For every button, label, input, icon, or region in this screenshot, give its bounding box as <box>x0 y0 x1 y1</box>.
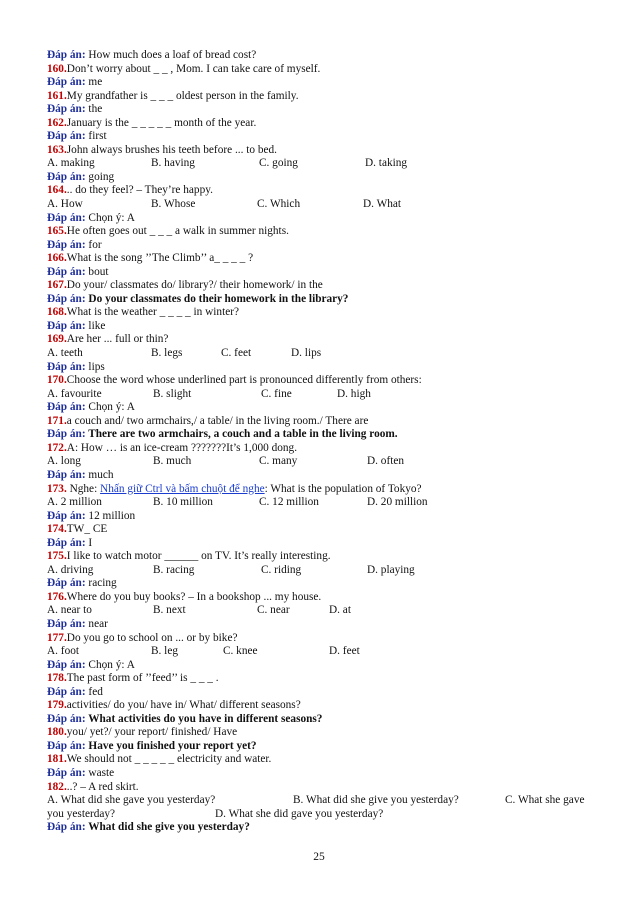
answer-label: Đáp án: <box>47 401 86 414</box>
answer-option: B. leg <box>151 645 178 658</box>
question-line <box>47 550 595 564</box>
listen-prefix: Nghe: <box>66 482 101 495</box>
answer-option: B. Whose <box>151 198 196 211</box>
page-number: 25 <box>313 851 325 863</box>
answer-line <box>47 767 595 781</box>
answer-text: Chọn ý: A <box>85 401 135 414</box>
answer-line <box>47 103 595 117</box>
question-text: What is the song ’’The Climb’’ a_ _ _ _ ? <box>66 252 254 265</box>
question-text: January is the _ _ _ _ _ month of the year. <box>66 116 257 129</box>
answer-text: racing <box>85 577 117 590</box>
question-text: activities/ do you/ have in/ What/ different seasons? <box>66 699 301 712</box>
options-row <box>47 794 595 808</box>
answer-line <box>47 659 595 673</box>
answer-text: Do your classmates do their homework in the library? <box>85 292 349 305</box>
answer-text: How much does a loaf of bread cost? <box>85 49 257 61</box>
question-number: 166. <box>47 252 67 265</box>
question-text: John always brushes his teeth before ... to bed. <box>66 143 277 156</box>
question-line <box>47 225 595 239</box>
answer-option: B. next <box>153 604 186 617</box>
question-number: 169. <box>47 333 67 346</box>
answer-option: D. 20 million <box>367 496 428 509</box>
question-line <box>47 781 595 795</box>
answer-line <box>47 320 595 334</box>
listen-audio-link[interactable]: Nhấn giữ Ctrl và bấm chuột để nghe <box>100 482 265 495</box>
answer-option: C. What she gave <box>505 794 585 807</box>
question-number: 173. <box>47 482 67 495</box>
question-text: .. do they feel? – They’re happy. <box>66 184 213 197</box>
question-number: 174. <box>47 523 67 536</box>
answer-label: Đáp án: <box>47 577 86 590</box>
answer-option: B. 10 million <box>153 496 213 509</box>
question-number: 181. <box>47 753 67 766</box>
answer-label: Đáp án: <box>47 821 86 834</box>
options-row <box>47 645 595 659</box>
answer-line <box>47 361 595 375</box>
answer-option: A. near to <box>47 604 92 617</box>
answer-line <box>47 713 595 727</box>
question-text: a couch and/ two armchairs,/ a table/ in the living room./ There are <box>66 414 369 427</box>
question-line <box>47 374 595 388</box>
question-number: 161. <box>47 89 67 102</box>
answer-text: Chọn ý: A <box>85 658 135 671</box>
answer-line <box>47 401 595 415</box>
answer-option: A. 2 million <box>47 496 102 509</box>
question-text: What is the weather _ _ _ _ in winter? <box>66 306 240 319</box>
question-text: We should not _ _ _ _ _ electricity and water. <box>66 753 272 766</box>
answer-line <box>47 171 595 185</box>
answer-label: Đáp án: <box>47 658 86 671</box>
question-number: 162. <box>47 116 67 129</box>
answer-option: A. making <box>47 157 95 170</box>
answer-option: D. lips <box>291 347 322 360</box>
answer-line <box>47 266 595 280</box>
answer-option: C. near <box>257 604 290 617</box>
question-text: Are her ... full or thin? <box>66 333 169 346</box>
answer-line <box>47 577 595 591</box>
question-number: 160. <box>47 62 67 75</box>
question-line <box>47 753 595 767</box>
question-line <box>47 672 595 686</box>
answer-option: C. going <box>259 157 298 170</box>
answer-line <box>47 212 595 226</box>
answer-option: B. What did she give you yesterday? <box>293 794 459 807</box>
answer-label: Đáp án: <box>47 292 86 305</box>
question-number: 167. <box>47 279 67 292</box>
answer-text: much <box>85 468 114 481</box>
answer-label: Đáp án: <box>47 739 86 752</box>
answer-text: Have you finished your report yet? <box>85 739 257 752</box>
answer-option: A. How <box>47 198 83 211</box>
answer-label: Đáp án: <box>47 617 86 630</box>
question-line <box>47 252 595 266</box>
answer-label: Đáp án: <box>47 170 86 183</box>
answer-option: A. driving <box>47 563 94 576</box>
answer-option: B. having <box>151 157 195 170</box>
answer-label: Đáp án: <box>47 265 86 278</box>
answer-option: you yesterday? <box>47 807 116 820</box>
question-line <box>47 415 595 429</box>
answer-label: Đáp án: <box>47 103 86 116</box>
question-line <box>47 184 595 198</box>
question-text: TW_ CE <box>66 523 108 536</box>
question-line <box>47 699 595 713</box>
question-text: Where do you buy books? – In a bookshop ... my house. <box>66 590 322 603</box>
answer-option: D. taking <box>365 157 408 170</box>
answer-option: A. teeth <box>47 347 83 360</box>
answer-line <box>47 239 595 253</box>
options-row <box>47 564 595 578</box>
question-text: : What is the population of Tokyo? <box>264 482 422 495</box>
answer-label: Đáp án: <box>47 211 86 224</box>
answer-option: C. fine <box>261 387 292 400</box>
answer-label: Đáp án: <box>47 49 86 61</box>
question-number: 164. <box>47 184 67 197</box>
question-number: 176. <box>47 590 67 603</box>
answer-label: Đáp án: <box>47 428 86 441</box>
answer-label: Đáp án: <box>47 509 86 522</box>
answer-option: D. often <box>367 455 405 468</box>
question-number: 177. <box>47 631 67 644</box>
answer-label: Đáp án: <box>47 76 86 89</box>
document-page <box>47 49 595 835</box>
question-number: 182. <box>47 780 67 793</box>
answer-option: A. long <box>47 455 81 468</box>
answer-option: C. feet <box>221 347 252 360</box>
options-row <box>47 455 595 469</box>
question-line <box>47 483 595 497</box>
answer-option: C. 12 million <box>259 496 319 509</box>
question-text: Choose the word whose underlined part is pronounced differently from others: <box>66 374 422 387</box>
answer-text: waste <box>85 766 115 779</box>
question-text: ..? – A red skirt. <box>66 780 139 793</box>
options-row <box>47 496 595 510</box>
answer-text: going <box>85 170 115 183</box>
answer-line <box>47 293 595 307</box>
question-number: 165. <box>47 225 67 238</box>
question-line <box>47 523 595 537</box>
question-line <box>47 442 595 456</box>
question-number: 171. <box>47 414 67 427</box>
answer-text: me <box>85 76 103 89</box>
question-line <box>47 90 595 104</box>
answer-text: for <box>85 238 102 251</box>
answer-text: I <box>85 536 93 549</box>
answer-line <box>47 76 595 90</box>
answer-option: D. What she did gave you yesterday? <box>215 807 384 820</box>
answer-option: C. riding <box>261 563 302 576</box>
answer-label: Đáp án: <box>47 766 86 779</box>
answer-label: Đáp án: <box>47 712 86 725</box>
answer-text: like <box>85 319 106 332</box>
question-line <box>47 117 595 131</box>
options-row <box>47 347 595 361</box>
question-line <box>47 726 595 740</box>
answer-label: Đáp án: <box>47 238 86 251</box>
answer-line <box>47 821 595 835</box>
question-line <box>47 63 595 77</box>
answer-line <box>47 686 595 700</box>
question-number: 170. <box>47 374 67 387</box>
options-row <box>47 157 595 171</box>
options-row <box>47 198 595 212</box>
answer-label: Đáp án: <box>47 319 86 332</box>
answer-option: B. racing <box>153 563 195 576</box>
answer-option: D. feet <box>329 645 360 658</box>
options-row <box>47 604 595 618</box>
answer-option: A. What did she gave you yesterday? <box>47 794 216 807</box>
answer-line <box>47 510 595 524</box>
question-line <box>47 591 595 605</box>
question-text: Don’t worry about _ _ , Mom. I can take care of myself. <box>66 62 321 75</box>
question-line <box>47 333 595 347</box>
answer-option: C. knee <box>223 645 258 658</box>
question-number: 178. <box>47 672 67 685</box>
answer-text: bout <box>85 265 109 278</box>
answer-text: There are two armchairs, a couch and a table in the living room. <box>85 428 398 441</box>
answer-text: the <box>85 103 103 116</box>
answer-line <box>47 740 595 754</box>
question-text: you/ yet?/ your report/ finished/ Have <box>66 726 238 739</box>
options-row <box>47 388 595 402</box>
answer-option: D. high <box>337 387 371 400</box>
question-line <box>47 144 595 158</box>
answer-line <box>47 469 595 483</box>
answer-option: D. What <box>363 198 402 211</box>
answer-line <box>47 130 595 144</box>
question-line <box>47 279 595 293</box>
question-text: Do you go to school on ... or by bike? <box>66 631 238 644</box>
answer-text: What did she give you yesterday? <box>85 821 250 834</box>
answer-option: D. at <box>329 604 351 617</box>
answer-option: C. Which <box>257 198 301 211</box>
answer-text: near <box>85 617 108 630</box>
answer-option: C. many <box>259 455 298 468</box>
question-text: A: How … is an ice-cream ???????It’s 1,000 dong. <box>66 441 298 454</box>
question-text: The past form of ’’feed’’ is _ _ _ . <box>66 672 219 685</box>
answer-option: A. foot <box>47 645 80 658</box>
question-text: Do your/ classmates do/ library?/ their homework/ in the <box>66 279 323 292</box>
question-number: 180. <box>47 726 67 739</box>
answer-text: first <box>85 130 107 143</box>
answer-line <box>47 618 595 632</box>
answer-option: A. favourite <box>47 387 102 400</box>
answer-option: B. slight <box>153 387 192 400</box>
question-line <box>47 306 595 320</box>
question-number: 163. <box>47 143 67 156</box>
answer-line <box>47 537 595 551</box>
question-number: 175. <box>47 550 67 563</box>
question-number: 172. <box>47 441 67 454</box>
answer-label: Đáp án: <box>47 536 86 549</box>
question-text: My grandfather is _ _ _ oldest person in the family. <box>66 89 299 102</box>
answer-text: fed <box>85 685 103 698</box>
answer-text: What activities do you have in different seasons? <box>85 712 323 725</box>
options-row <box>47 808 595 822</box>
answer-text: lips <box>85 360 105 373</box>
answer-text: Chọn ý: A <box>85 211 135 224</box>
answer-label: Đáp án: <box>47 360 86 373</box>
question-text: He often goes out _ _ _ a walk in summer nights. <box>66 225 289 238</box>
question-number: 168. <box>47 306 67 319</box>
answer-option: B. much <box>153 455 192 468</box>
answer-option: D. playing <box>367 563 415 576</box>
answer-label: Đáp án: <box>47 468 86 481</box>
answer-text: 12 million <box>85 509 136 522</box>
question-number: 179. <box>47 699 67 712</box>
question-text: I like to watch motor ______ on TV. It’s really interesting. <box>66 550 331 563</box>
answer-label: Đáp án: <box>47 130 86 143</box>
question-line <box>47 632 595 646</box>
answer-line <box>47 49 595 63</box>
answer-option: B. legs <box>151 347 183 360</box>
answer-label: Đáp án: <box>47 685 86 698</box>
answer-line <box>47 428 595 442</box>
